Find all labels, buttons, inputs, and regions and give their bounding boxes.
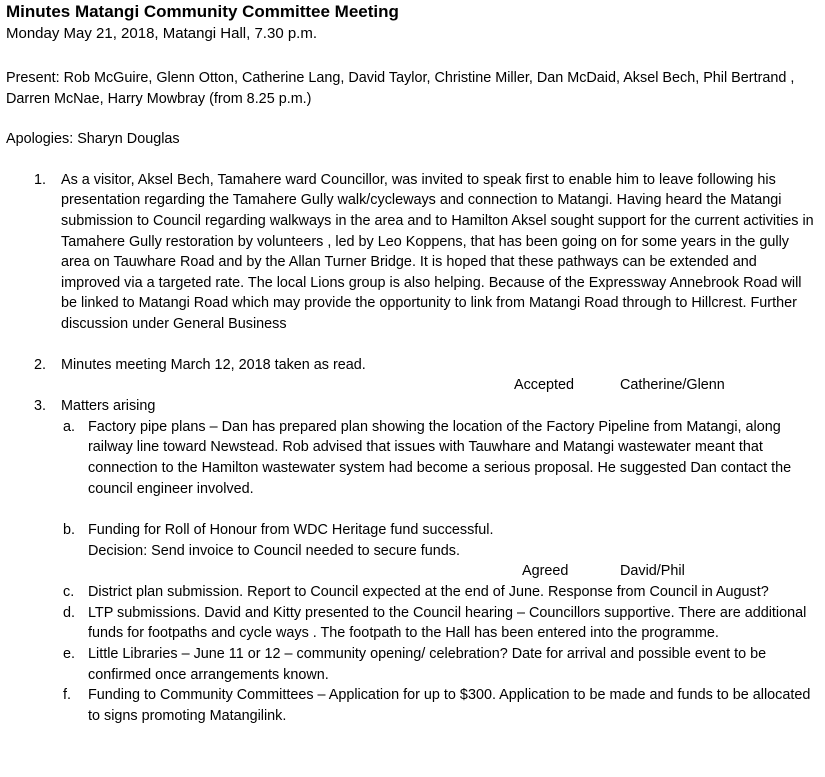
document-title: Minutes Matangi Community Committee Meeting <box>6 2 399 21</box>
apologies: Apologies: Sharyn Douglas <box>6 131 180 148</box>
item-text: Minutes meeting March 12, 2018 taken as read. <box>61 356 366 373</box>
resolution-movers: Catherine/Glenn <box>620 377 725 394</box>
agenda-list <box>6 170 818 727</box>
item-text: As a visitor, Aksel Bech, Tamahere ward Councillor, was invited to speak first to enable him to leave following his presentation regarding the Tamahere Gully walk/cycleways and connection to Matangi. Having heard the Matangi submission to Council regarding walkways in the area and to Hamilton Aksel sought support for the current activities in Tamahere Gully restoration by volunteers , led by Leo Koppens, that has been going on for some years in the gully area on Tauwhare Road and by the Allan Turner Bridge. It is hoped that these pathways can be extended and improved via a targeted rate. The local Lions group is also helping. Because of the Expressway Annebrook Road will be linked to Matangi Road which may provide the opportunity to link from Matangi Road through to Hillcrest. Further discussion under General Business <box>61 171 814 332</box>
subitem-letter: f. <box>63 687 71 704</box>
resolution-row <box>61 375 818 396</box>
agenda-item-1 <box>6 170 818 355</box>
subitem-e <box>61 644 818 685</box>
resolution-movers: David/Phil <box>620 563 685 580</box>
item-number: 1. <box>34 171 47 188</box>
subitem-decision: Decision: Send invoice to Council needed to secure funds. <box>88 542 460 559</box>
meeting-date-location: Monday May 21, 2018, Matangi Hall, 7.30 p.m. <box>6 25 318 42</box>
attendees-present: Present: Rob McGuire, Glenn Otton, Catherine Lang, David Taylor, Christine Miller, Dan McDaid, Aksel Bech, Phil Bertrand , Darren McNae, Harry Mowbray (from 8.25 p.m.) <box>6 70 795 107</box>
subitem-f <box>61 685 818 726</box>
resolution-status: Agreed <box>522 563 569 580</box>
subitem-letter: c. <box>63 584 75 601</box>
item-number: 2. <box>34 356 47 373</box>
subitem-letter: d. <box>63 604 76 621</box>
minutes-document <box>6 0 818 726</box>
subitem-text: Funding to Community Committees – Application for up to $300. Application to be made and funds to be allocated to signs promoting Matangilink. <box>88 687 811 724</box>
subitem-text: District plan submission. Report to Council expected at the end of June. Response from Council in August? <box>88 584 769 601</box>
subitem-d <box>61 603 818 644</box>
subitem-a <box>61 417 818 520</box>
subitem-text: Funding for Roll of Honour from WDC Heritage fund successful. <box>88 522 494 539</box>
subitem-c <box>61 582 818 603</box>
subitem-letter: e. <box>63 646 76 663</box>
item-number: 3. <box>34 398 47 415</box>
subitem-letter: a. <box>63 418 76 435</box>
resolution-row <box>88 561 818 582</box>
subitem-letter: b. <box>63 522 76 539</box>
subitem-b <box>61 520 818 582</box>
subitem-text: Little Libraries – June 11 or 12 – community opening/ celebration? Date for arrival and possible event to be confirmed once arrangements known. <box>88 646 767 683</box>
matters-arising-list <box>61 417 818 727</box>
subitem-text: Factory pipe plans – Dan has prepared plan showing the location of the Factory Pipeline from Matangi, along railway line toward Newstead. Rob advised that issues with Tauwhare and Matangi wastewater meant that connection to the Hamilton wastewater system had become a serious proposal. He suggested Dan contact the council engineer involved. <box>88 418 792 497</box>
resolution-status: Accepted <box>514 377 575 394</box>
agenda-item-3 <box>6 396 818 726</box>
subitem-text: LTP submissions. David and Kitty presented to the Council hearing – Councillors supportive. There are additional funds for footpaths and cycle ways . The footpath to the Hall has been entered into the programme. <box>88 604 807 642</box>
item-text: Matters arising <box>61 398 156 415</box>
agenda-item-2 <box>6 355 818 397</box>
